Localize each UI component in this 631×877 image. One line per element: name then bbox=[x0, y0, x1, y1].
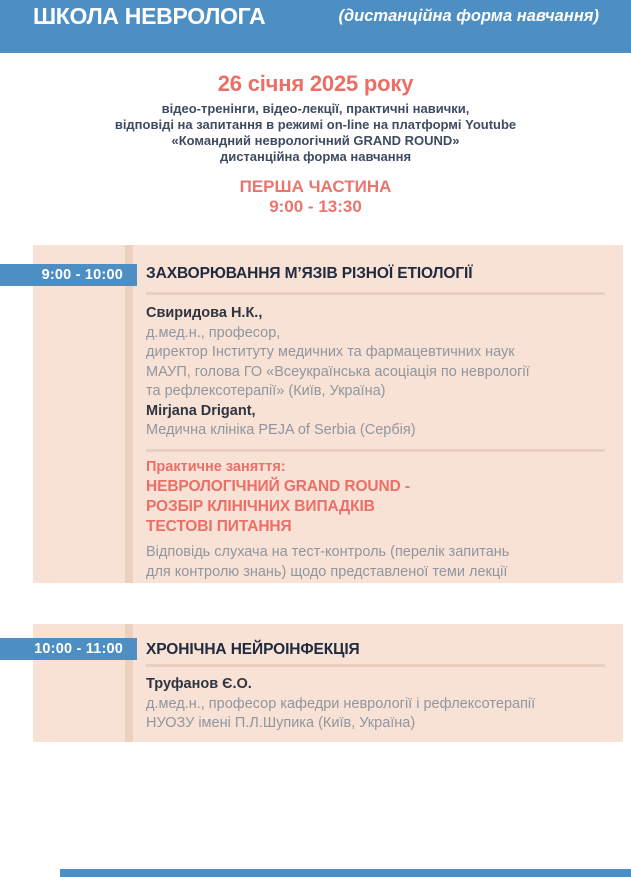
speaker-detail: НУОЗУ імені П.Л.Шупика (Київ, Україна) bbox=[146, 715, 416, 731]
practice-section bbox=[146, 458, 603, 538]
speaker-detail: МАУП, голова ГО «Всеукраїнська асоціація по неврології bbox=[146, 363, 530, 380]
date-heading: 26 січня 2025 року bbox=[217, 71, 414, 96]
description-line: «Командний неврологічний GRAND ROUND» bbox=[171, 133, 460, 148]
header-bar bbox=[0, 0, 631, 53]
divider bbox=[146, 449, 605, 452]
speaker-detail: директор Інституту медичних та фармацевтичних наук bbox=[146, 344, 515, 360]
session-card-2 bbox=[33, 624, 623, 742]
speaker-detail: д.мед.н., професор, bbox=[146, 324, 281, 341]
description-line: відповіді на запитання в режимі on-line на платформі Youtube bbox=[114, 117, 517, 132]
speaker-info bbox=[146, 667, 603, 734]
session-title: ХРОНІЧНА НЕЙРОІНФЕКЦІЯ bbox=[146, 641, 360, 658]
practice-title-line: РОЗБІР КЛІНІЧНИХ ВИПАДКІВ bbox=[146, 498, 375, 515]
session-time-badge: 10:00 - 11:00 bbox=[0, 638, 137, 660]
page-title: ШКОЛА НЕВРОЛОГА bbox=[33, 3, 266, 29]
speaker-detail: та рефлексотерапії» (Київ, Україна) bbox=[146, 383, 386, 399]
part-heading bbox=[0, 177, 631, 217]
header-subtitle: (дистанційна форма навчання) bbox=[338, 7, 599, 25]
practice-title-line: НЕВРОЛОГІЧНИЙ GRAND ROUND - bbox=[146, 478, 410, 495]
speaker-detail: д.мед.н., професор кафедри неврології і рефлексотерапії bbox=[146, 695, 536, 712]
session-title: ЗАХВОРЮВАННЯ М’ЯЗІВ РІЗНОЇ ЕТІОЛОГІЇ bbox=[146, 265, 473, 282]
practice-title-line: ТЕСТОВІ ПИТАННЯ bbox=[146, 518, 292, 535]
speaker-detail: Медична клініка PEJA of Serbia (Сербія) bbox=[146, 422, 416, 438]
speaker-name: Труфанов Є.О. bbox=[146, 676, 252, 692]
event-description bbox=[0, 101, 631, 165]
practice-label: Практичне заняття: bbox=[146, 458, 286, 475]
practice-note-line: для контролю знань) щодо представленої теми лекції bbox=[146, 564, 508, 580]
part-title: ПЕРША ЧАСТИНА bbox=[239, 177, 392, 196]
description-line: відео-тренінги, відео-лекції, практичні навички, bbox=[161, 101, 470, 116]
footer-bar bbox=[60, 869, 631, 877]
practice-note-line: Відповідь слухача на тест-контроль (перелік запитань bbox=[146, 544, 510, 560]
description-line: дистанційна форма навчання bbox=[219, 149, 412, 164]
speaker-name: Свиридова Н.К., bbox=[146, 305, 263, 321]
session-time-badge: 9:00 - 10:00 bbox=[0, 264, 137, 286]
speaker-info bbox=[146, 295, 603, 441]
practice-note bbox=[146, 542, 603, 582]
part-time-range: 9:00 - 13:30 bbox=[269, 197, 362, 216]
speaker-name: Mirjana Drigant, bbox=[146, 402, 256, 419]
session-card-1 bbox=[33, 245, 623, 583]
